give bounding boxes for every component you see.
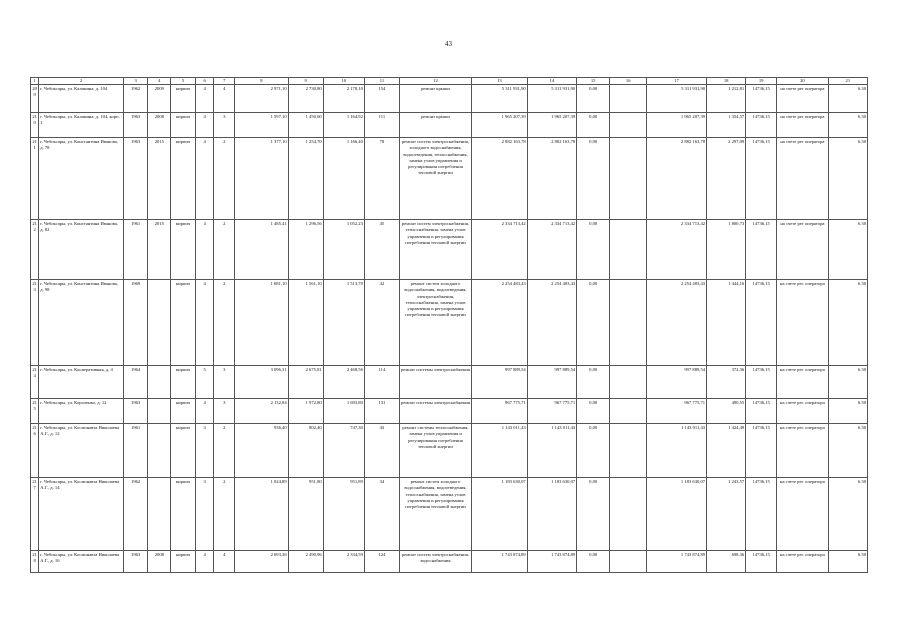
- column-number-cell: 9: [288, 78, 323, 85]
- cell-residents: 78: [364, 138, 399, 220]
- cell-material: кирпич: [171, 220, 196, 280]
- cell-year-repair: [148, 280, 171, 366]
- cell-cost-b: [610, 366, 647, 399]
- cell-residents: 111: [364, 113, 399, 138]
- cell-area-living: 1 254,70: [288, 138, 323, 220]
- cell-area-res: 951,89: [323, 478, 364, 551]
- cell-unit-cost: 1 354,57: [707, 113, 746, 138]
- column-number-row: [31, 78, 868, 85]
- column-number-cell: 21: [828, 78, 867, 85]
- cell-unit-cost: 1 800,73: [707, 220, 746, 280]
- cell-num: 213: [31, 280, 39, 366]
- cell-term: 6.30: [828, 220, 867, 280]
- column-number-cell: 4: [148, 78, 171, 85]
- cell-address: г. Чебоксары, ул. Константина Иванова, д. 82: [39, 220, 124, 280]
- cell-cost-total: 5 311 931,90: [472, 85, 528, 113]
- cell-method: на счете рег. оператора: [777, 551, 829, 573]
- cell-cost-fund: 5 311 931,90: [527, 85, 576, 113]
- cell-year-repair: 2008: [148, 551, 171, 573]
- cell-unit-cost: 698,36: [707, 551, 746, 573]
- cell-floors: 4: [195, 113, 214, 138]
- cell-address: г. Чебоксары, ул. Калинина, д. 104: [39, 85, 124, 113]
- cell-entrances: 3: [214, 113, 235, 138]
- cell-cost-a: 0,00: [577, 478, 610, 551]
- table-row: [31, 478, 868, 551]
- cell-term: 6.30: [828, 366, 867, 399]
- cell-year-repair: [148, 399, 171, 424]
- column-number-cell: 8: [235, 78, 289, 85]
- table-row: [31, 85, 868, 113]
- cell-entrances: 2: [214, 138, 235, 220]
- cell-cost-fund: 2 334 713,42: [527, 220, 576, 280]
- cell-entrances: 3: [214, 399, 235, 424]
- cell-year-built: 1962: [123, 85, 148, 113]
- cell-year-repair: 2015: [148, 220, 171, 280]
- cell-work: ремонт системы электроснабжения: [399, 399, 471, 424]
- cell-area-total: 2 693,36: [235, 551, 289, 573]
- cell-entrances: 4: [214, 551, 235, 573]
- cell-unit-cost: 1 212,81: [707, 85, 746, 113]
- cell-floors: 4: [195, 138, 214, 220]
- cell-term: 6.30: [828, 113, 867, 138]
- cell-cost-a: 0,00: [577, 399, 610, 424]
- cell-material: кирпич: [171, 85, 196, 113]
- cell-area-living: 1 450,60: [288, 113, 323, 138]
- cell-year-built: 1962: [123, 478, 148, 551]
- column-number-cell: 19: [746, 78, 777, 85]
- cell-entrances: 2: [214, 478, 235, 551]
- cell-address: г. Чебоксары, ул. Космонавта Николаева А.Г., д. 12: [39, 424, 124, 478]
- column-number-cell: 12: [399, 78, 471, 85]
- cell-area-living: 1 561,10: [288, 280, 323, 366]
- cell-year-built: 1963: [123, 551, 148, 573]
- capital-repair-table: [30, 77, 868, 573]
- cell-year-repair: 2008: [148, 113, 171, 138]
- cell-method: на счете рег. оператора: [777, 424, 829, 478]
- cell-cost-b: [610, 280, 647, 366]
- cell-limit: 14736,15: [746, 138, 777, 220]
- cell-cost-total: 2 334 713,42: [472, 220, 528, 280]
- cell-year-built: 1963: [123, 399, 148, 424]
- cell-area-living: 951,80: [288, 478, 323, 551]
- cell-floors: 4: [195, 280, 214, 366]
- cell-material: кирпич: [171, 424, 196, 478]
- cell-cost-total: 967 775,71: [472, 399, 528, 424]
- cell-area-res: 1 513,70: [323, 280, 364, 366]
- cell-residents: 42: [364, 280, 399, 366]
- cell-cost-a: 0,00: [577, 220, 610, 280]
- column-number-cell: 15: [577, 78, 610, 85]
- cell-cost-c: 2 334 713,42: [647, 220, 707, 280]
- cell-cost-b: [610, 424, 647, 478]
- column-number-cell: 3: [123, 78, 148, 85]
- cell-area-total: 1 681,10: [235, 280, 289, 366]
- cell-term: 6.30: [828, 85, 867, 113]
- cell-year-built: 1963: [123, 113, 148, 138]
- cell-limit: 14736,15: [746, 551, 777, 573]
- cell-limit: 14736,15: [746, 85, 777, 113]
- cell-area-res: 1 164,92: [323, 113, 364, 138]
- table-row: [31, 220, 868, 280]
- cell-address: г. Чебоксары, ул. Космонавта Николаева А.Г., д. 16: [39, 551, 124, 573]
- cell-cost-a: 0,00: [577, 366, 610, 399]
- cell-residents: 45: [364, 220, 399, 280]
- cell-work: ремонт системы теплоснабжения, замена узлов управления и регулирования потребления тепловой энергии: [399, 424, 471, 478]
- column-number-cell: 11: [364, 78, 399, 85]
- cell-year-built: 1963: [123, 138, 148, 220]
- cell-cost-c: 967 775,71: [647, 399, 707, 424]
- cell-method: на счете рег оператора: [777, 220, 829, 280]
- cell-cost-a: 0,00: [577, 280, 610, 366]
- column-number-cell: 17: [647, 78, 707, 85]
- cell-material: кирпич: [171, 113, 196, 138]
- cell-area-living: 2 675,81: [288, 366, 323, 399]
- cell-work: ремонт систем электроснабжения, теплоснабжения, замена узлов управления и регулирования потребления тепловой энергии: [399, 220, 471, 280]
- cell-method: на счете рег оператора: [777, 138, 829, 220]
- cell-cost-total: 1 183 630,07: [472, 478, 528, 551]
- cell-cost-c: 2 882 163,78: [647, 138, 707, 220]
- cell-floors: 3: [195, 478, 214, 551]
- table-row: [31, 424, 868, 478]
- cell-area-total: 2 132,84: [235, 399, 289, 424]
- cell-cost-c: 1 183 630,07: [647, 478, 707, 551]
- cell-residents: 124: [364, 551, 399, 573]
- cell-limit: 14736,15: [746, 399, 777, 424]
- cell-num: 211: [31, 138, 39, 220]
- cell-floors: 4: [195, 399, 214, 424]
- cell-unit-cost: 1 444,16: [707, 280, 746, 366]
- cell-address: г. Чебоксары, ул. Константина Иванова, д. 78: [39, 138, 124, 220]
- cell-term: 6.30: [828, 424, 867, 478]
- cell-work: ремонт систем холодного водоснабжения, водоотведения, теплоснабжения, замена узлов управления и регулирования потребления тепловой энергии: [399, 478, 471, 551]
- cell-work: ремонт крыши: [399, 113, 471, 138]
- column-number-cell: 1: [31, 78, 39, 85]
- cell-cost-c: 997 889,54: [647, 366, 707, 399]
- cell-floors: 3: [195, 424, 214, 478]
- cell-area-total: 1 485,41: [235, 220, 289, 280]
- cell-entrances: 4: [214, 85, 235, 113]
- cell-cost-fund: 2 882 163,78: [527, 138, 576, 220]
- cell-cost-c: 2 254 483,43: [647, 280, 707, 366]
- cell-address: г. Чебоксары, ул. Короленко, д. 12: [39, 399, 124, 424]
- cell-cost-total: 1 143 011,43: [472, 424, 528, 478]
- cell-num: 218: [31, 551, 39, 573]
- cell-year-repair: [148, 424, 171, 478]
- cell-area-res: 747,30: [323, 424, 364, 478]
- cell-cost-c: 1 143 011,43: [647, 424, 707, 478]
- cell-year-built: 1961: [123, 220, 148, 280]
- cell-work: ремонт систем электроснабжения, холодного водоснабжения, водоотведения, теплоснабжения, замена узлов управления и регулирования потребления тепловой энергии: [399, 138, 471, 220]
- cell-area-total: 936,40: [235, 424, 289, 478]
- cell-num: 214: [31, 366, 39, 399]
- cell-cost-fund: 1 143 011,43: [527, 424, 576, 478]
- cell-material: кирпич: [171, 399, 196, 424]
- cell-num: 210: [31, 113, 39, 138]
- table-row: [31, 280, 868, 366]
- cell-cost-c: 1 743 874,89: [647, 551, 707, 573]
- cell-work: ремонт систем электроснабжения, водоснабжения: [399, 551, 471, 573]
- cell-area-res: 1 052,23: [323, 220, 364, 280]
- table-row: [31, 551, 868, 573]
- cell-residents: 114: [364, 366, 399, 399]
- cell-area-living: 802,40: [288, 424, 323, 478]
- cell-term: 6.30: [828, 399, 867, 424]
- cell-year-repair: 2015: [148, 138, 171, 220]
- cell-method: на счете рег оператора: [777, 85, 829, 113]
- cell-area-res: 2 468,56: [323, 366, 364, 399]
- cell-year-built: 1961: [123, 424, 148, 478]
- cell-area-total: 1 377,10: [235, 138, 289, 220]
- cell-area-living: 1 972,80: [288, 399, 323, 424]
- cell-cost-b: [610, 478, 647, 551]
- cell-unit-cost: 1 424,49: [707, 424, 746, 478]
- cell-cost-total: 2 882 163,78: [472, 138, 528, 220]
- cell-method: на счете рег. оператора: [777, 478, 829, 551]
- cell-material: кирпич: [171, 551, 196, 573]
- cell-term: 6.30: [828, 138, 867, 220]
- cell-area-living: 2 730,80: [288, 85, 323, 113]
- cell-cost-total: 1 743 874,89: [472, 551, 528, 573]
- cell-num: 217: [31, 478, 39, 551]
- cell-cost-c: 5 311 931,90: [647, 85, 707, 113]
- cell-residents: 154: [364, 85, 399, 113]
- cell-cost-b: [610, 399, 647, 424]
- cell-limit: 14736,15: [746, 220, 777, 280]
- cell-limit: 14736,15: [746, 478, 777, 551]
- cell-limit: 14736,15: [746, 424, 777, 478]
- column-number-cell: 14: [527, 78, 576, 85]
- cell-cost-c: 1 965 207,39: [647, 113, 707, 138]
- cell-unit-cost: 490,55: [707, 399, 746, 424]
- cell-term: 6.30: [828, 551, 867, 573]
- cell-cost-total: 997 889,54: [472, 366, 528, 399]
- cell-limit: 14736,15: [746, 280, 777, 366]
- cell-cost-fund: 2 254 483,43: [527, 280, 576, 366]
- cell-address: г. Чебоксары, ул. Космонавта Николаева А.Г., д. 14: [39, 478, 124, 551]
- cell-cost-a: 0,00: [577, 424, 610, 478]
- table-row: [31, 366, 868, 399]
- cell-cost-a: 0,00: [577, 551, 610, 573]
- cell-method: на счете рег. оператора: [777, 399, 829, 424]
- cell-num: 212: [31, 220, 39, 280]
- cell-cost-total: 1 965 207,39: [472, 113, 528, 138]
- cell-cost-total: 2 254 483,43: [472, 280, 528, 366]
- cell-address: г. Чебоксары, ул. Кооперативная, д. 4: [39, 366, 124, 399]
- cell-entrances: 2: [214, 280, 235, 366]
- cell-unit-cost: 2 297,09: [707, 138, 746, 220]
- cell-entrances: 2: [214, 220, 235, 280]
- cell-work: ремонт системы электроснабжения: [399, 366, 471, 399]
- table-row: [31, 399, 868, 424]
- cell-residents: 43: [364, 424, 399, 478]
- cell-area-res: 1 166,40: [323, 138, 364, 220]
- column-number-cell: 5: [171, 78, 196, 85]
- cell-year-repair: 2009: [148, 85, 171, 113]
- table-row: [31, 113, 868, 138]
- cell-cost-fund: 967 775,71: [527, 399, 576, 424]
- cell-entrances: 2: [214, 424, 235, 478]
- cell-floors: 4: [195, 551, 214, 573]
- cell-residents: 131: [364, 399, 399, 424]
- cell-num: 209: [31, 85, 39, 113]
- cell-year-repair: [148, 478, 171, 551]
- cell-method: на счете рег. оператора: [777, 366, 829, 399]
- cell-area-res: 1 693,80: [323, 399, 364, 424]
- cell-area-total: 2 971,10: [235, 85, 289, 113]
- cell-cost-fund: 1 743 874,89: [527, 551, 576, 573]
- cell-cost-b: [610, 113, 647, 138]
- column-number-cell: 7: [214, 78, 235, 85]
- cell-area-living: 2 490,96: [288, 551, 323, 573]
- cell-work: ремонт крыши: [399, 85, 471, 113]
- cell-floors: 4: [195, 85, 214, 113]
- column-number-cell: 6: [195, 78, 214, 85]
- cell-area-total: 1 024,89: [235, 478, 289, 551]
- cell-floors: 5: [195, 366, 214, 399]
- cell-material: кирпич: [171, 366, 196, 399]
- cell-method: на счете рег оператора: [777, 113, 829, 138]
- cell-limit: 14736,15: [746, 113, 777, 138]
- cell-num: 215: [31, 399, 39, 424]
- cell-cost-b: [610, 85, 647, 113]
- cell-area-res: 2 334,59: [323, 551, 364, 573]
- table-row: [31, 138, 868, 220]
- cell-unit-cost: 1 243,57: [707, 478, 746, 551]
- cell-cost-b: [610, 138, 647, 220]
- cell-cost-a: 0,00: [577, 113, 610, 138]
- cell-area-total: 3 096,31: [235, 366, 289, 399]
- cell-limit: 14736,15: [746, 366, 777, 399]
- cell-unit-cost: 372,36: [707, 366, 746, 399]
- cell-term: 6.30: [828, 478, 867, 551]
- cell-num: 216: [31, 424, 39, 478]
- cell-material: кирпич: [171, 138, 196, 220]
- column-number-cell: 16: [610, 78, 647, 85]
- cell-year-built: 1969: [123, 280, 148, 366]
- cell-address: г. Чебоксары, ул. Константина Иванова, д. 98: [39, 280, 124, 366]
- cell-method: на счете рег. оператора: [777, 280, 829, 366]
- cell-area-res: 2 178,10: [323, 85, 364, 113]
- column-number-cell: 20: [777, 78, 829, 85]
- column-number-cell: 13: [472, 78, 528, 85]
- cell-area-living: 1 296,56: [288, 220, 323, 280]
- cell-material: кирпич: [171, 280, 196, 366]
- cell-entrances: 3: [214, 366, 235, 399]
- cell-cost-fund: 1 965 207,39: [527, 113, 576, 138]
- column-number-cell: 18: [707, 78, 746, 85]
- cell-cost-fund: 997 889,54: [527, 366, 576, 399]
- column-number-cell: 2: [39, 78, 124, 85]
- table-body: [31, 78, 868, 573]
- cell-year-built: 1964: [123, 366, 148, 399]
- cell-area-total: 1 597,10: [235, 113, 289, 138]
- cell-cost-b: [610, 220, 647, 280]
- cell-cost-b: [610, 551, 647, 573]
- cell-work: ремонт систем холодного водоснабжения, водоотведения, электроснабжения, теплоснабжения, замена узлов управления и регулирования потребления тепловой энергии: [399, 280, 471, 366]
- cell-cost-fund: 1 183 630,07: [527, 478, 576, 551]
- page-number: 43: [445, 40, 452, 48]
- cell-cost-a: 0,00: [577, 85, 610, 113]
- cell-material: кирпич: [171, 478, 196, 551]
- column-number-cell: 10: [323, 78, 364, 85]
- cell-residents: 34: [364, 478, 399, 551]
- cell-floors: 4: [195, 220, 214, 280]
- cell-year-repair: [148, 366, 171, 399]
- cell-address: г. Чебоксары, ул. Калинина, д. 104, корп. 1: [39, 113, 124, 138]
- cell-cost-a: 0,00: [577, 138, 610, 220]
- cell-term: 6.30: [828, 280, 867, 366]
